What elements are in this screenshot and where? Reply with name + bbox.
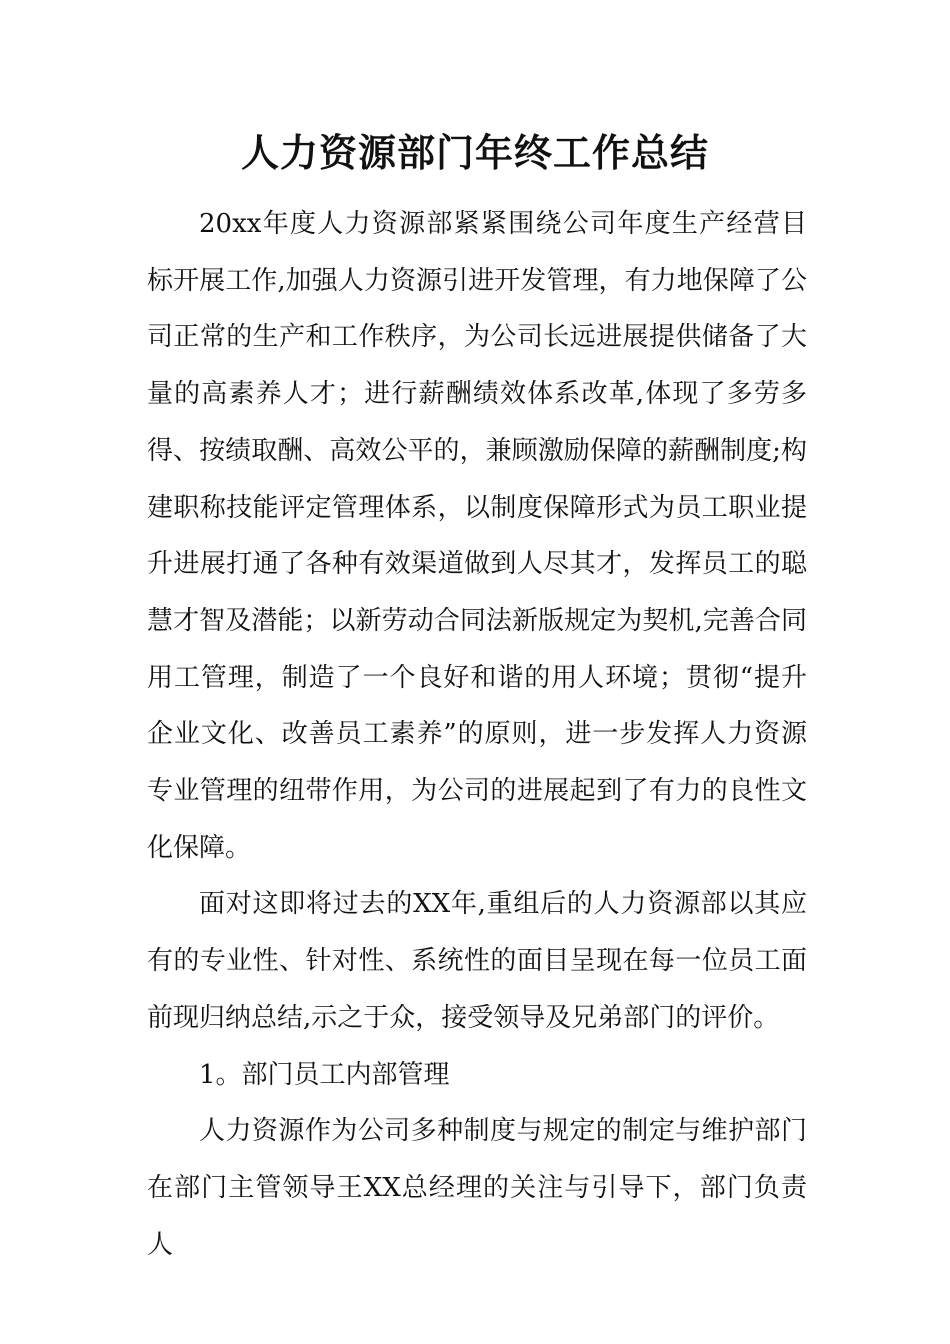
paragraph-section-1: 人力资源作为公司多种制度与规定的制定与维护部门在部门主管领导王XX总经理的关注与引导下，部门负责人 (147, 1116, 807, 1260)
section-heading: 1。部门员工内部管理 (199, 1059, 450, 1090)
paragraph-summary: 面对这即将过去的XX年,重组后的人力资源部以其应有的专业性、针对性、系统性的面目呈现在每一位员工面前现归纳总结,示之于众，接受领导及兄弟部门的评价。 (147, 889, 807, 1033)
document-body (147, 196, 807, 1273)
document-title: 人力资源部门年终工作总结 (240, 130, 709, 175)
paragraph-intro: 20xx年度人力资源部紧紧围绕公司年度生产经营目标开展工作,加强人力资源引进开发管理，有力地保障了公司正常的生产和工作秩序，为公司长远进展提供储备了大量的高素养人才；进行薪酬绩效体系改革,体现了多劳多得、按绩取酬、高效公平的，兼顾激励保障的薪酬制度;构建职称技能评定管理体系，以制度保障形式为员工职业提升进展打通了各种有效渠道做到人尽其才，发挥员工的聪慧才智及潜能；以新劳动合同法新版规定为契机,完善合同用工管理，制造了一个良好和谐的用人环境；贯彻“提升企业文化、改善员工素养”的原则，进一步发挥人力资源专业管理的纽带作用，为公司的进展起到了有力的良性文化保障。 (147, 209, 807, 863)
